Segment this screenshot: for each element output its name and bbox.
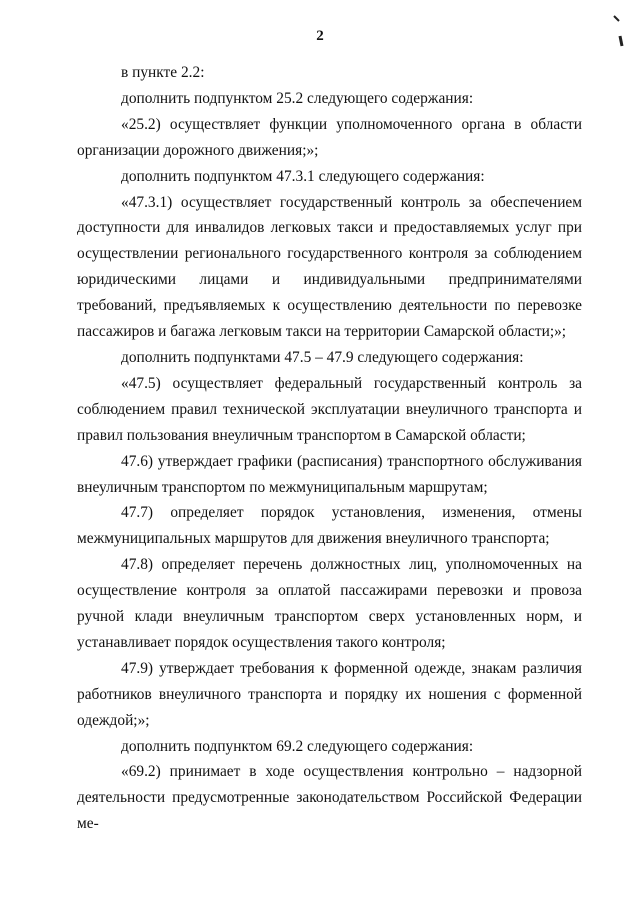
paragraph: дополнить подпунктом 47.3.1 следующего содержания: xyxy=(121,167,485,185)
paragraph: 47.9) утверждает требования к форменной одежде, знакам различия работников внеуличного транспорта и порядку их ношения с форменной одеждой;»; xyxy=(77,659,582,729)
paragraph: дополнить подпунктами 47.5 – 47.9 следующего содержания: xyxy=(121,348,524,366)
paragraph: в пункте 2.2: xyxy=(121,64,205,81)
paragraph: «47.5) осуществляет федеральный государственный контроль за соблюдением правил технической эксплуатации внеуличного транспорта и правил пользования внеуличным транспортом в Самарской области; xyxy=(77,374,582,444)
paragraph: «25.2) осуществляет функции уполномоченного органа в области организации дорожного движения;»; xyxy=(77,115,582,159)
paragraph: дополнить подпунктом 69.2 следующего содержания: xyxy=(121,737,474,755)
paragraph: дополнить подпунктом 25.2 следующего содержания: xyxy=(121,89,474,107)
paragraph: 47.7) определяет порядок установления, изменения, отмены межмуниципальных маршрутов для движения внеуличного транспорта; xyxy=(77,504,582,548)
paragraph: 47.6) утверждает графики (расписания) транспортного обслуживания внеуличным транспортом по межмуниципальным маршрутам; xyxy=(77,452,582,496)
document-body xyxy=(77,60,582,837)
paragraph: «69.2) принимает в ходе осуществления контрольно – надзорной деятельности предусмотренные законодательством Российской Федерации ме- xyxy=(77,763,582,833)
page-number: 2 xyxy=(316,28,324,44)
paragraph: «47.3.1) осуществляет государственный контроль за обеспечением доступности для инвалидов легковых такси и предоставляемых услуг при осуществлении регионального государственного контроля за соблюдением юридическими лицами и индивидуальными предпринимателями требований, предъявляемых к осуществлению деятельности по перевозке пассажиров и багажа легковым такси на территории Самарской области;»; xyxy=(77,193,582,341)
paragraph: 47.8) определяет перечень должностных лиц, уполномоченных на осуществление контроля за оплатой пассажирами перевозки и провоза ручной клади внеуличным транспортом сверх установленных норм, и устанавливает порядок осуществления такого контроля; xyxy=(77,556,582,651)
